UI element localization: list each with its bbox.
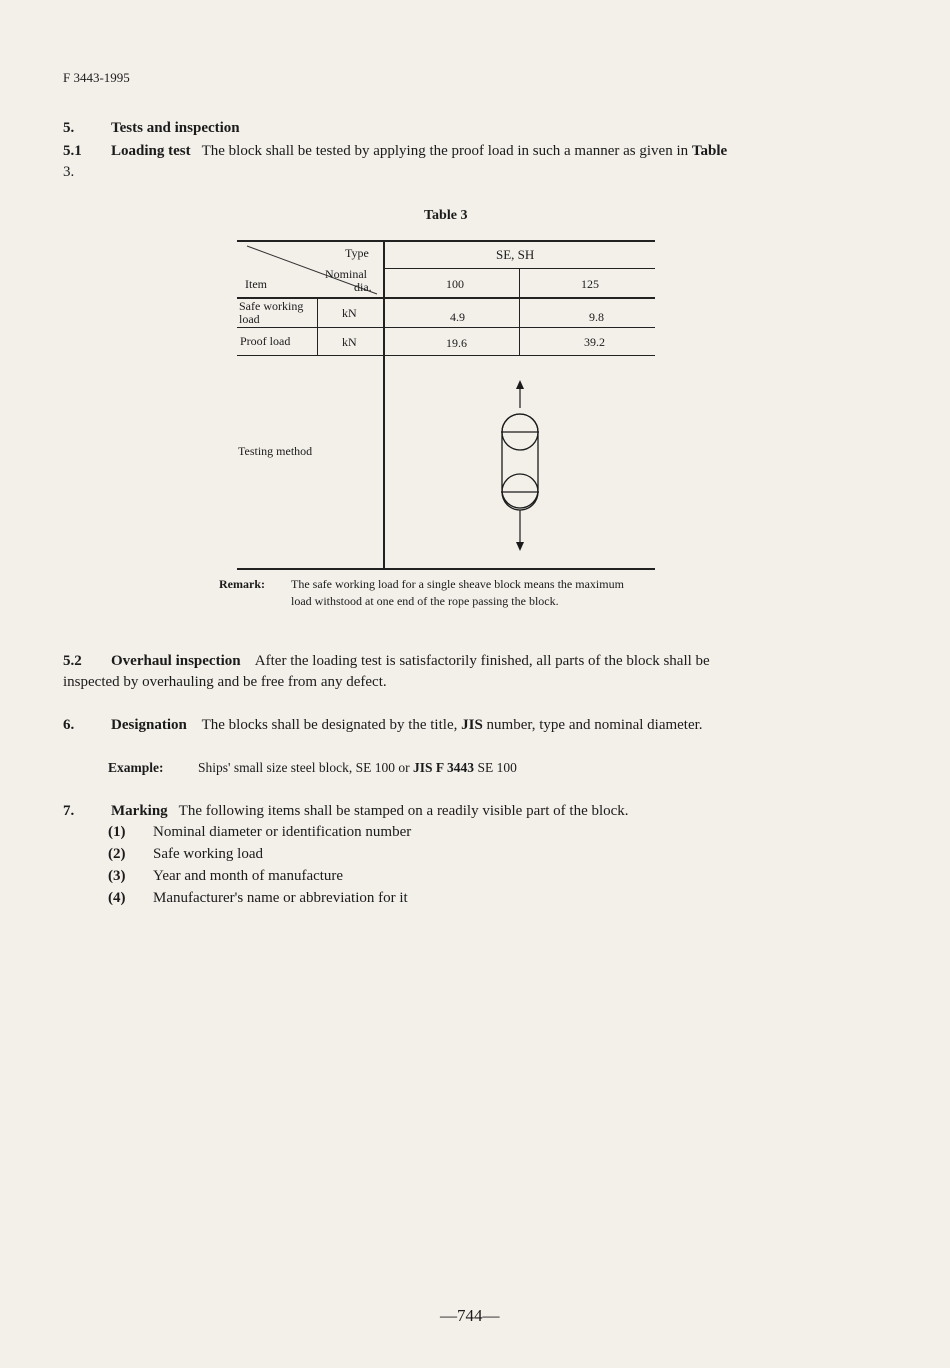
row-safe-working-load-100: 4.9 <box>450 310 465 324</box>
header-dia-100: 100 <box>446 277 464 291</box>
section-6-paragraph: 6. Designation The blocks shall be designated by the title, JIS number, type and nominal diameter. <box>63 717 703 733</box>
section-5-heading: 5. Tests and inspection <box>63 120 240 136</box>
header-item: Item <box>245 277 267 291</box>
table-remark <box>219 576 624 610</box>
table-row-rule <box>237 327 655 328</box>
section-6-title: Designation <box>111 717 187 733</box>
list-item: (1) Nominal diameter or identification number <box>108 824 412 840</box>
section-7-paragraph: 7. Marking The following items shall be stamped on a readily visible part of the block. <box>63 803 629 819</box>
row-safe-working-load-unit: kN <box>342 306 357 320</box>
row-safe-working-load-125: 9.8 <box>589 310 604 324</box>
header-type: Type <box>345 246 369 260</box>
row-proof-load-unit: kN <box>342 335 357 349</box>
row-proof-load-125: 39.2 <box>584 335 605 349</box>
section-5-1-title: Loading test <box>111 143 191 159</box>
header-dia-125: 125 <box>581 277 599 291</box>
header-types: SE, SH <box>496 247 535 262</box>
section-7-title: Marking <box>111 803 168 819</box>
remark-text-a: The safe working load for a single sheave block means the maximum <box>291 577 624 591</box>
header-nominal: Nominal <box>325 267 367 281</box>
row-proof-load-100: 19.6 <box>446 336 467 350</box>
section-5-1-paragraph: 5.1 Loading test The block shall be tested by applying the proof load in such a manner as given in Table 3. <box>63 143 728 180</box>
remark-text-b: load withstood at one end of the rope passing the block. <box>291 594 559 608</box>
testing-method-diagram <box>490 378 550 554</box>
row-testing-method-label: Testing method <box>238 444 313 458</box>
section-5-title: Tests and inspection <box>111 120 240 136</box>
row-safe-working-load-label: Safe working load <box>239 299 304 326</box>
row-proof-load-label: Proof load <box>240 334 291 348</box>
list-item: (4) Manufacturer's name or abbreviation for it <box>108 890 408 906</box>
section-5-2-paragraph: 5.2 Overhaul inspection After the loading test is satisfactorily finished, all parts of the block shall be inspected by overhauling and be free from any defect. <box>63 653 710 690</box>
table-vrule-unit <box>317 298 318 355</box>
table-vrule-main <box>383 240 385 569</box>
list-item: (2) Safe working load <box>108 846 263 862</box>
designation-example: Example: Ships' small size steel block, SE 100 or JIS F 3443 SE 100 <box>108 760 517 775</box>
remark-label: Remark: <box>219 577 265 591</box>
table-row-rule-2 <box>237 355 655 356</box>
table-vrule-dia <box>519 268 520 355</box>
page-number: —744— <box>440 1306 500 1325</box>
table-bottom-rule <box>237 568 655 570</box>
doc-id: F 3443-1995 <box>63 70 130 85</box>
section-5-2-title: Overhaul inspection <box>111 653 241 669</box>
header-dia: dia. <box>354 280 372 294</box>
list-item: (3) Year and month of manufacture <box>108 868 344 884</box>
marking-list <box>108 821 411 909</box>
table-title: Table 3 <box>424 208 468 223</box>
